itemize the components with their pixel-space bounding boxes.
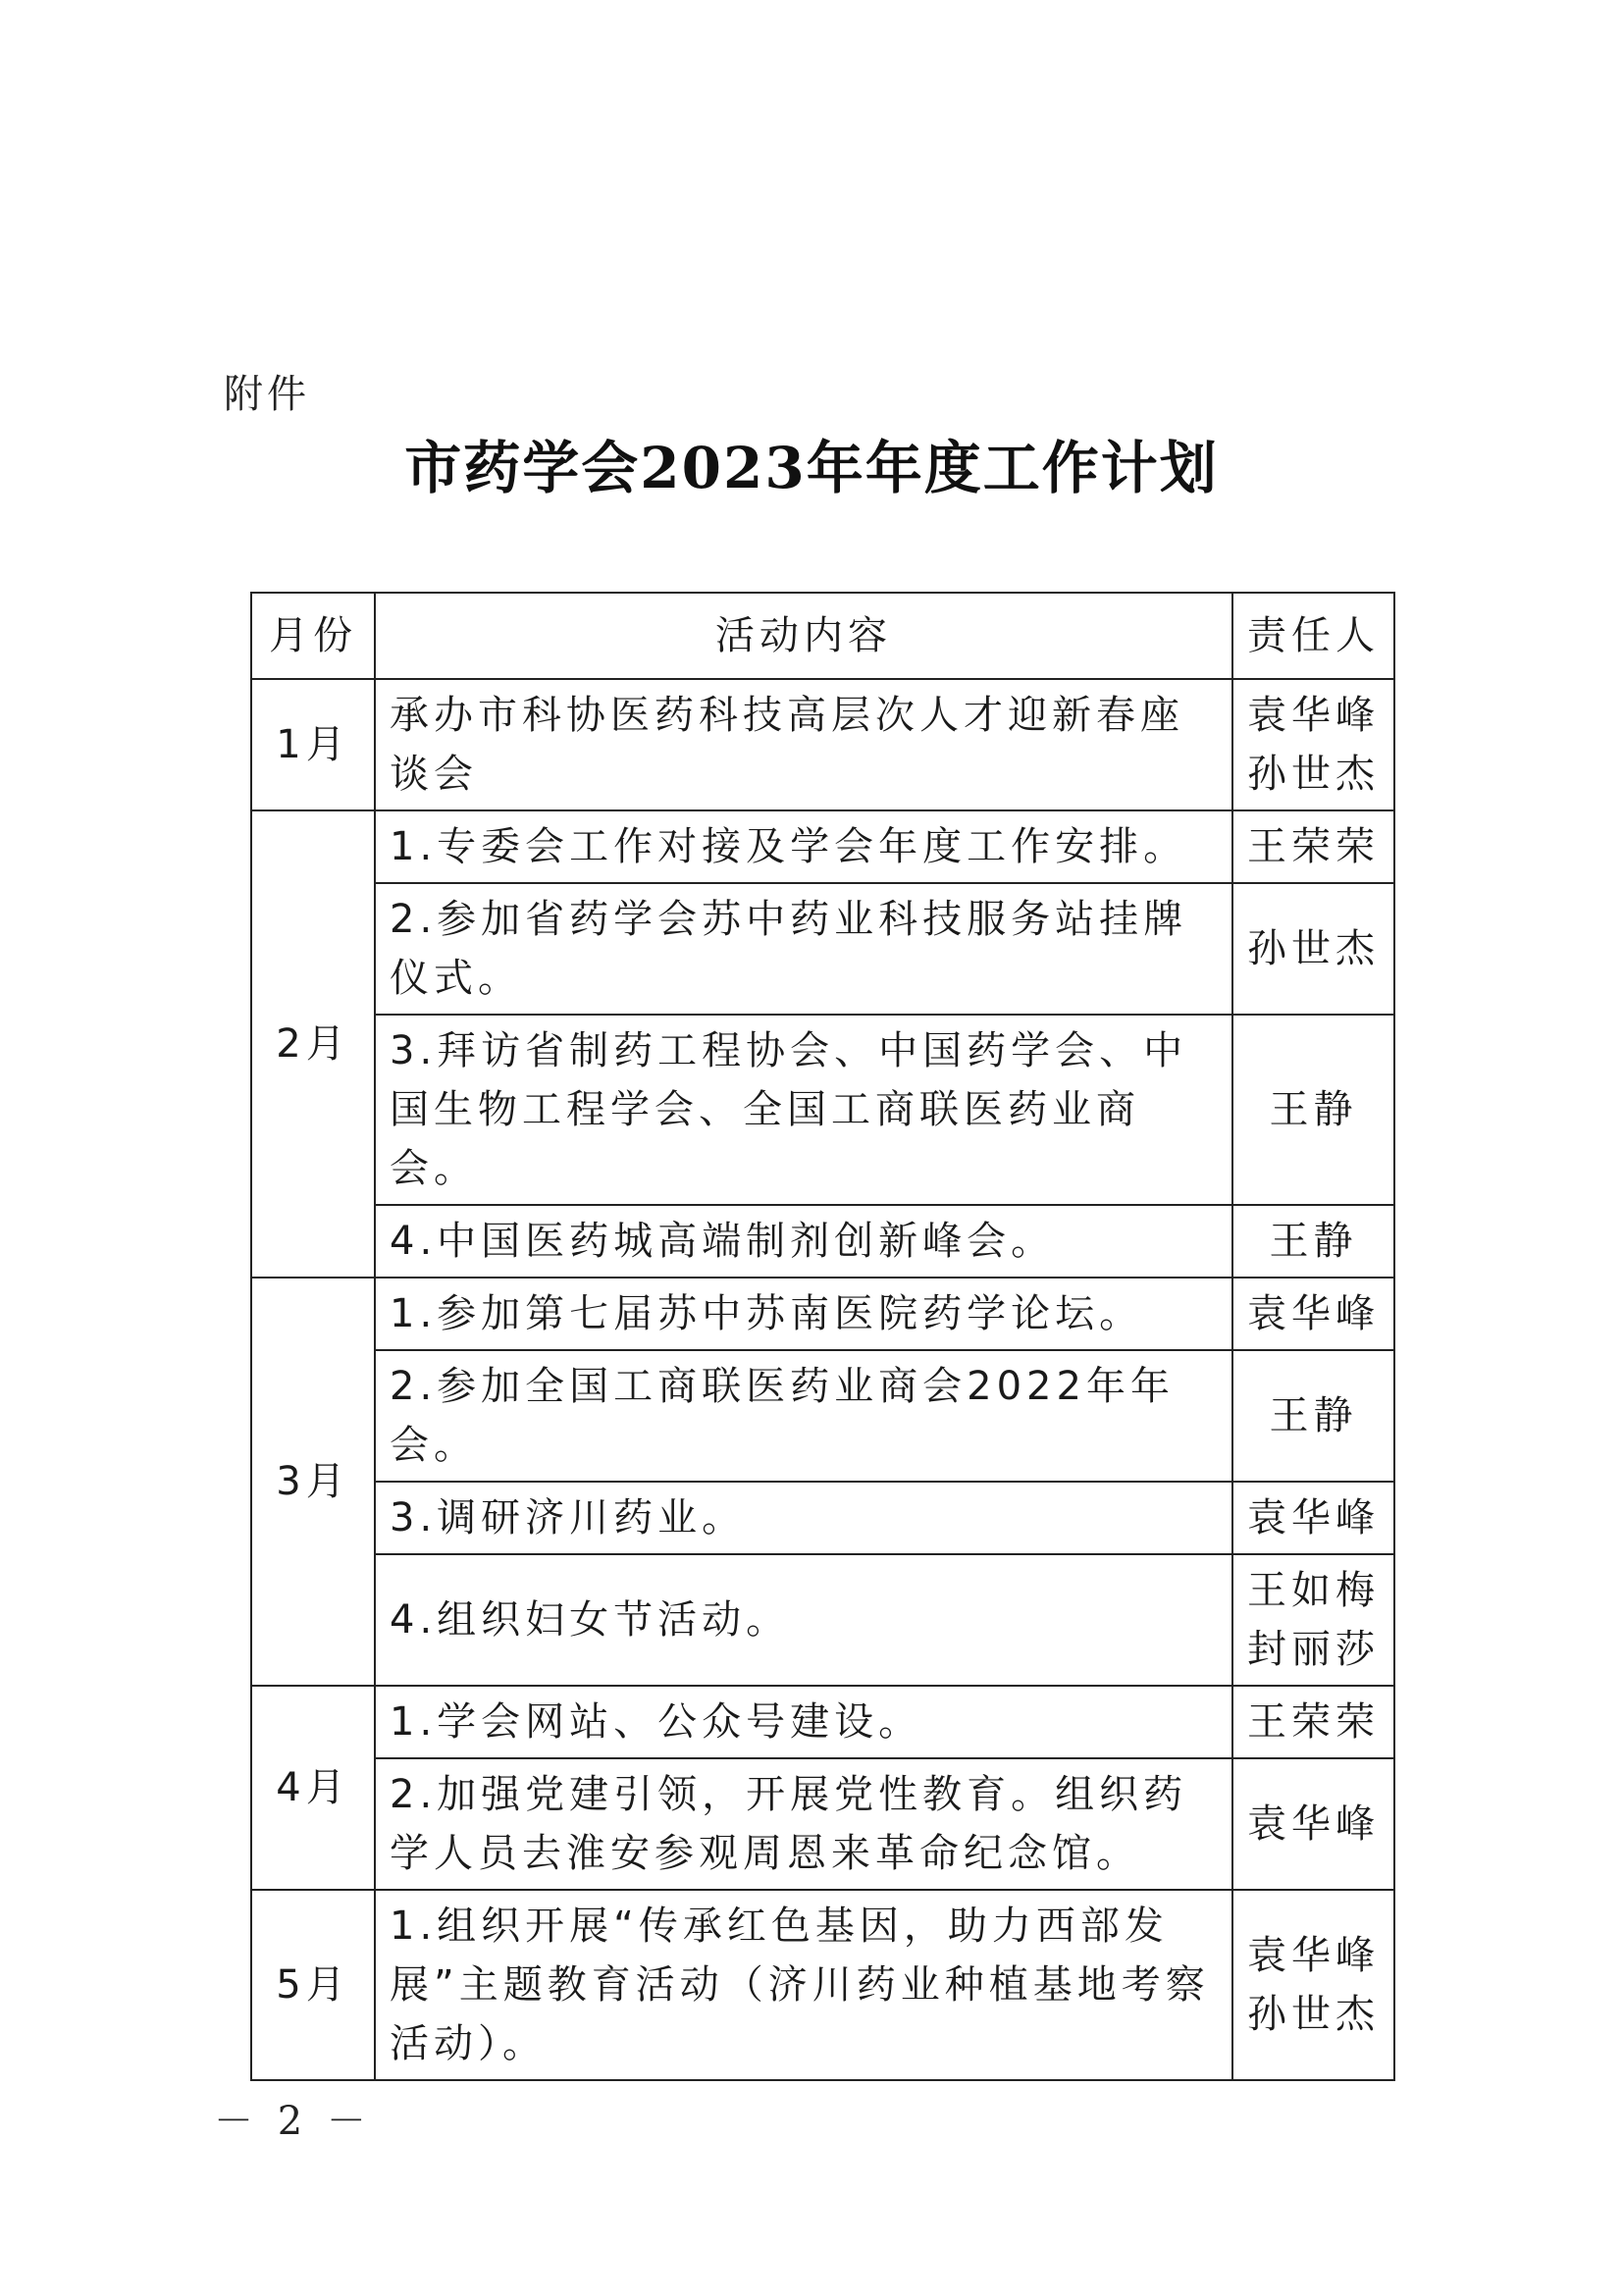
person-name: 孙世杰	[1247, 926, 1380, 971]
person-name: 孙世杰	[1247, 1992, 1380, 2037]
table-row	[251, 1350, 1394, 1482]
content-cell: 3.调研济川药业。	[375, 1482, 1232, 1554]
table-row	[251, 1554, 1394, 1686]
person-cell	[1232, 1482, 1394, 1554]
person-name: 王荣荣	[1247, 824, 1380, 869]
person-cell	[1232, 1205, 1394, 1278]
month-cell: 5月	[251, 1890, 375, 2080]
month-cell: 1月	[251, 679, 375, 810]
content-cell: 1.参加第七届苏中苏南医院药学论坛。	[375, 1278, 1232, 1350]
table-body	[251, 679, 1394, 2080]
person-cell	[1232, 1890, 1394, 2080]
table-row	[251, 1278, 1394, 1350]
month-cell: 4月	[251, 1686, 375, 1890]
page-title: 市药学会2023年年度工作计划	[404, 435, 1219, 501]
table-row	[251, 1482, 1394, 1554]
content-cell: 承办市科协医药科技高层次人才迎新春座谈会	[375, 679, 1232, 810]
content-cell: 4.组织妇女节活动。	[375, 1554, 1232, 1686]
content-cell: 2.参加全国工商联医药业商会2022年年会。	[375, 1350, 1232, 1482]
person-name: 袁华峰	[1247, 1495, 1380, 1540]
person-name: 孙世杰	[1247, 752, 1380, 797]
person-cell	[1232, 1350, 1394, 1482]
person-cell	[1232, 679, 1394, 810]
attachment-label: 附件	[224, 372, 310, 417]
table-row	[251, 1758, 1394, 1890]
table-row	[251, 810, 1394, 883]
content-cell: 2.加强党建引领，开展党性教育。组织药学人员去淮安参观周恩来革命纪念馆。	[375, 1758, 1232, 1890]
month-cell: 2月	[251, 810, 375, 1278]
person-name: 袁华峰	[1247, 693, 1380, 738]
header-content: 活动内容	[375, 593, 1232, 679]
table-row	[251, 1686, 1394, 1758]
month-cell: 3月	[251, 1278, 375, 1686]
person-cell	[1232, 1758, 1394, 1890]
table-header-row	[251, 593, 1394, 679]
person-name: 王荣荣	[1247, 1699, 1380, 1745]
table-row	[251, 1890, 1394, 2080]
content-cell: 1.专委会工作对接及学会年度工作安排。	[375, 810, 1232, 883]
person-cell	[1232, 1278, 1394, 1350]
header-person: 责任人	[1232, 593, 1394, 679]
content-cell: 1.学会网站、公众号建设。	[375, 1686, 1232, 1758]
content-cell: 1.组织开展“传承红色基因，助力西部发展”主题教育活动（济川药业种植基地考察活动）。	[375, 1890, 1232, 2080]
person-cell	[1232, 1554, 1394, 1686]
table-row	[251, 1205, 1394, 1278]
person-name: 袁华峰	[1247, 1933, 1380, 1978]
person-name: 王静	[1269, 1393, 1358, 1438]
table-row	[251, 883, 1394, 1015]
person-name: 王静	[1269, 1087, 1358, 1132]
page-number: － 2 －	[214, 2099, 372, 2144]
person-name: 袁华峰	[1247, 1801, 1380, 1847]
person-name: 袁华峰	[1247, 1291, 1380, 1336]
person-cell	[1232, 810, 1394, 883]
person-name: 王如梅	[1247, 1568, 1380, 1613]
table-row	[251, 679, 1394, 810]
person-cell	[1232, 1015, 1394, 1205]
person-cell	[1232, 1686, 1394, 1758]
table-row	[251, 1015, 1394, 1205]
content-cell: 4.中国医药城高端制剂创新峰会。	[375, 1205, 1232, 1278]
work-plan-table	[250, 592, 1395, 2081]
content-cell: 3.拜访省制药工程协会、中国药学会、中国生物工程学会、全国工商联医药业商会。	[375, 1015, 1232, 1205]
person-cell	[1232, 883, 1394, 1015]
header-month: 月份	[251, 593, 375, 679]
person-name: 封丽莎	[1247, 1627, 1380, 1672]
person-name: 王静	[1269, 1219, 1358, 1264]
content-cell: 2.参加省药学会苏中药业科技服务站挂牌仪式。	[375, 883, 1232, 1015]
